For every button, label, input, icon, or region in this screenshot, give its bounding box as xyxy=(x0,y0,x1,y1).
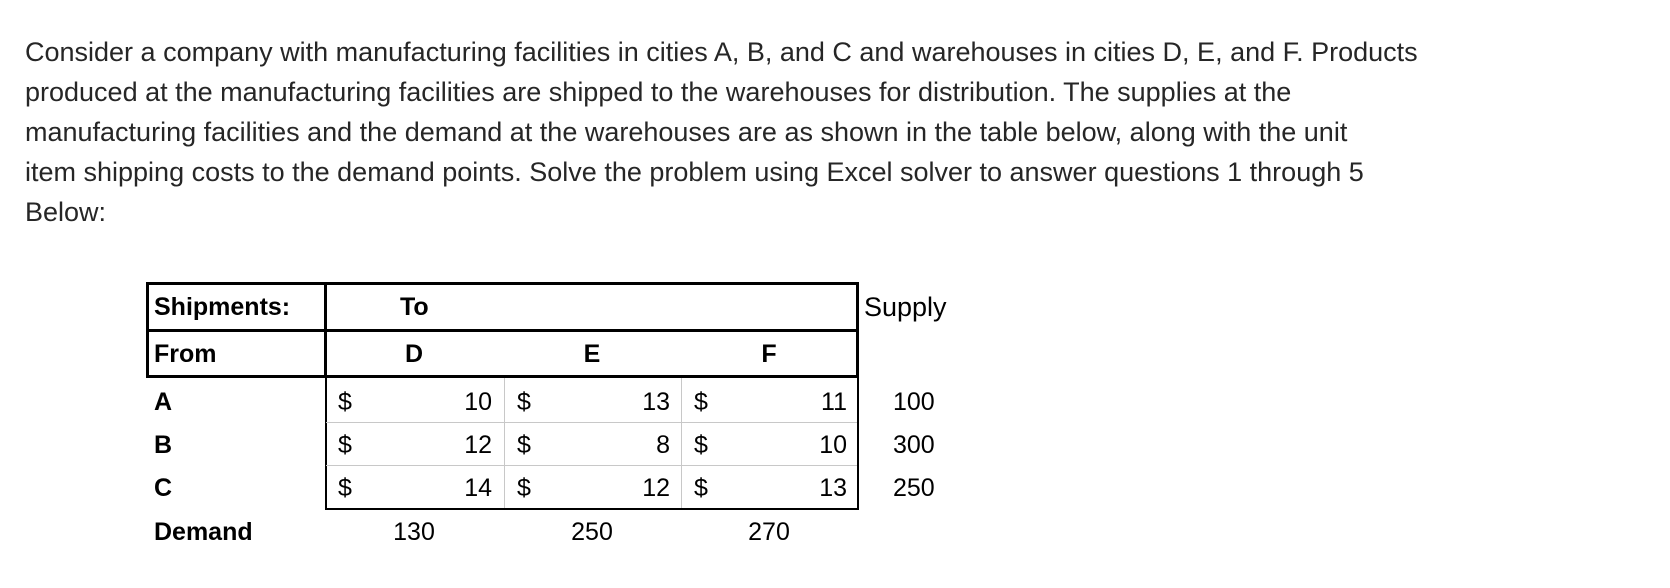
destination-f: F xyxy=(761,340,777,368)
problem-line: Consider a company with manufacturing facilities in cities A, B, and C and warehouses in cities D, E, and F. Products xyxy=(25,37,1418,67)
cost-a-e: 13 xyxy=(642,388,670,416)
problem-line: item shipping costs to the demand points. Solve the problem using Excel solver to answer questions 1 through 5 xyxy=(25,157,1364,187)
cost-b-f: 10 xyxy=(819,431,847,459)
currency-symbol: $ xyxy=(338,431,352,459)
origin-a: A xyxy=(154,388,173,416)
supply-label: Supply xyxy=(864,292,947,322)
demand-e: 250 xyxy=(571,518,613,546)
supply-b: 300 xyxy=(893,431,935,459)
currency-symbol: $ xyxy=(338,474,352,502)
demand-f: 270 xyxy=(748,518,790,546)
cost-c-f: 13 xyxy=(819,474,847,502)
gridline xyxy=(504,378,505,508)
currency-symbol: $ xyxy=(694,431,708,459)
cost-c-d: 14 xyxy=(464,474,492,502)
currency-symbol: $ xyxy=(338,388,352,416)
grid-border xyxy=(857,378,859,509)
cost-b-e: 8 xyxy=(656,431,670,459)
shipments-label: Shipments: xyxy=(154,293,291,321)
currency-symbol: $ xyxy=(694,388,708,416)
origin-b: B xyxy=(154,431,173,459)
destination-d: D xyxy=(404,340,424,368)
destination-e: E xyxy=(583,340,601,368)
gridline xyxy=(681,378,682,508)
problem-line: manufacturing facilities and the demand at the warehouses are as shown in the table below, along with the unit xyxy=(25,117,1348,147)
demand-d: 130 xyxy=(393,518,435,546)
currency-symbol: $ xyxy=(694,474,708,502)
origin-c: C xyxy=(154,474,173,502)
currency-symbol: $ xyxy=(517,431,531,459)
supply-a: 100 xyxy=(893,388,935,416)
problem-line: produced at the manufacturing facilities are shipped to the warehouses for distribution. The supplies at the xyxy=(25,77,1292,107)
currency-symbol: $ xyxy=(517,388,531,416)
demand-label: Demand xyxy=(154,518,253,546)
cost-a-f: 11 xyxy=(821,388,847,416)
from-label: From xyxy=(154,340,217,368)
to-label: To xyxy=(400,293,429,321)
grid-border xyxy=(325,378,327,509)
cost-a-d: 10 xyxy=(464,388,492,416)
cost-b-d: 12 xyxy=(464,431,492,459)
supply-c: 250 xyxy=(893,474,935,502)
problem-line: Below: xyxy=(25,197,107,227)
currency-symbol: $ xyxy=(517,474,531,502)
cost-c-e: 12 xyxy=(642,474,670,502)
